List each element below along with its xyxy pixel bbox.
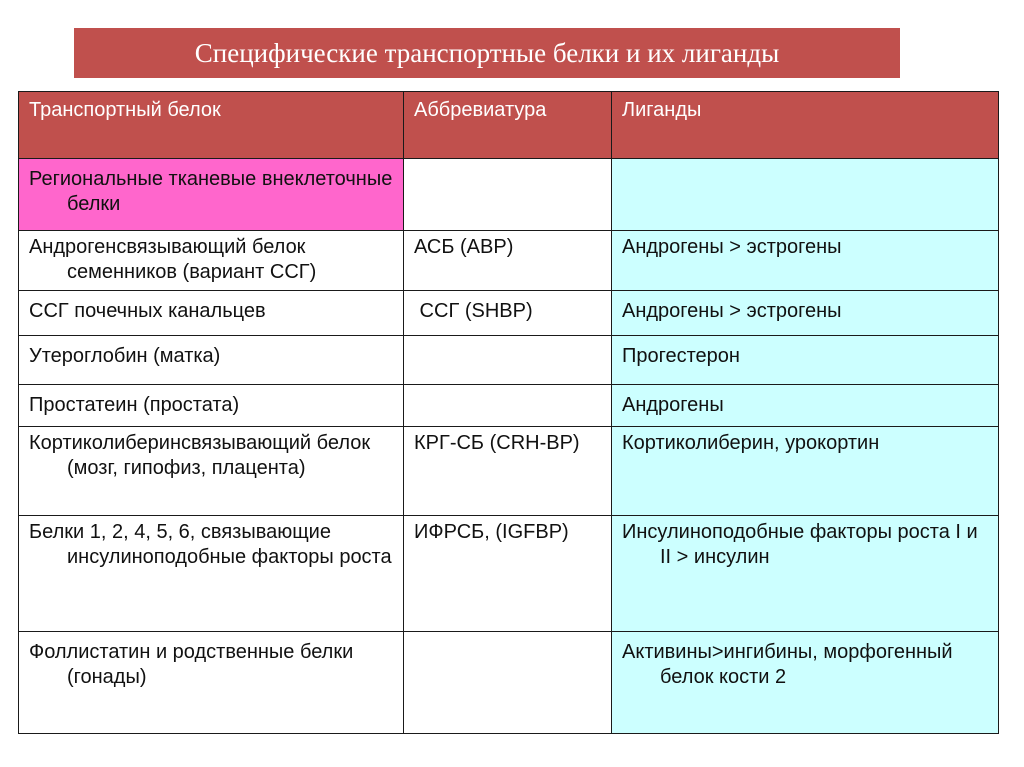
protein-cell [19,291,404,336]
abbreviation-cell [404,336,612,385]
protein-cell [19,159,404,231]
protein-cell [19,231,404,291]
table-row [19,159,999,231]
protein-cell [19,632,404,734]
table-row [19,385,999,427]
slide-title: Специфические транспортные белки и их лиганды [74,28,900,78]
table-row [19,516,999,632]
protein-text: Кортиколиберинсвязывающий белок (мозг, гипофиз, плацента) [29,432,371,479]
ligands-text: Инсулиноподобные факторы роста I и II > инсулин [622,521,978,568]
table-row [19,291,999,336]
protein-text: Простатеин (простата) [29,394,240,416]
ligands-cell [612,159,999,231]
protein-text: Региональные тканевые внеклеточные белки [29,168,393,215]
abbreviation-cell [404,385,612,427]
abbreviation-cell [404,516,612,632]
ligands-cell: Андрогены > эстрогены [612,231,999,291]
ligands-cell [612,516,999,632]
ligands-cell: Кортиколиберин, урокортин [612,427,999,516]
header-protein: Транспортный белок [19,92,404,159]
header-abbreviation: Аббревиатура [404,92,612,159]
protein-text: Андрогенсвязывающий белок семенников (вариант ССГ) [29,236,317,283]
table-row [19,231,999,291]
protein-cell [19,427,404,516]
header-ligands: Лиганды [612,92,999,159]
table-row [19,336,999,385]
ligands-cell: Прогестерон [612,336,999,385]
protein-text: Белки 1, 2, 4, 5, 6, связывающие инсулиноподобные факторы роста [29,521,392,568]
abbreviation-cell: АСБ (ABP) [404,231,612,291]
protein-cell [19,516,404,632]
protein-text: Фоллистатин и родственные белки (гонады) [29,641,354,688]
ligands-text: Активины>ингибины, морфогенный белок кости 2 [622,641,953,688]
abbreviation-cell [404,159,612,231]
protein-text: ССГ почечных канальцев [29,300,266,322]
protein-cell [19,385,404,427]
abbreviation-text: ИФРСБ, (IGFBP) [414,521,569,543]
abbreviation-cell: ССГ (SHBP) [404,291,612,336]
protein-text: Утероглобин (матка) [29,345,221,367]
table-header-row [19,92,999,159]
table-row [19,632,999,734]
ligands-cell: Андрогены [612,385,999,427]
abbreviation-cell [404,427,612,516]
protein-cell [19,336,404,385]
abbreviation-cell [404,632,612,734]
ligands-cell: Андрогены > эстрогены [612,291,999,336]
abbreviation-text: КРГ-СБ (CRH-BP) [414,432,580,454]
transport-proteins-table [18,91,999,734]
ligands-cell [612,632,999,734]
table-row [19,427,999,516]
